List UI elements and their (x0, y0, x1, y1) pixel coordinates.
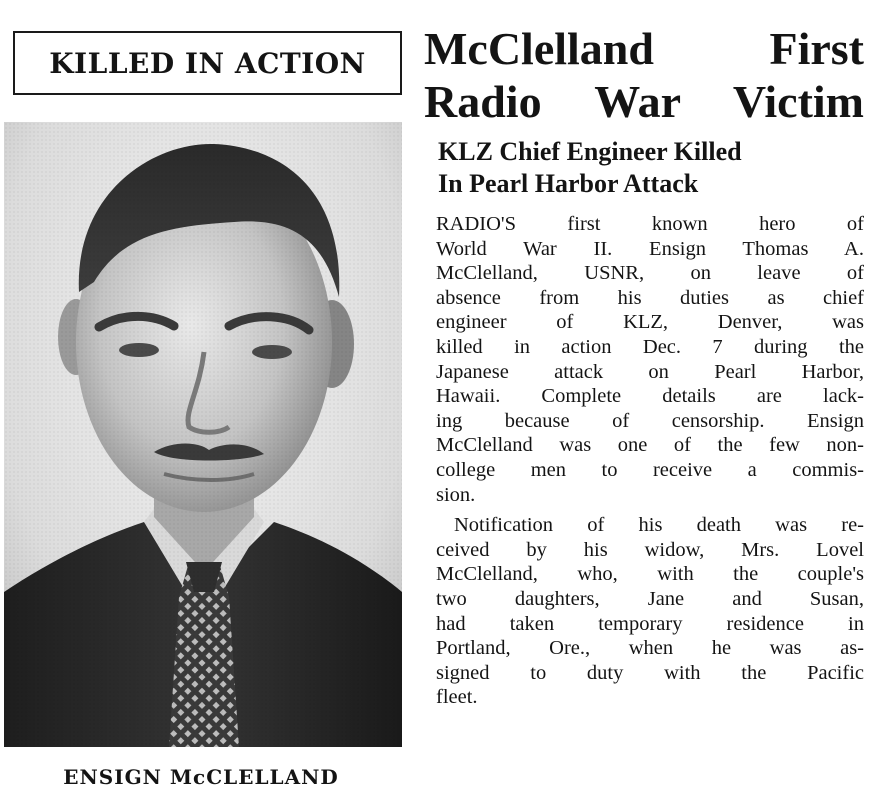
paragraph-2 (436, 513, 864, 710)
headline-line-2: Radio War Victim (424, 76, 864, 127)
paragraph-line: killed in action Dec. 7 during the (436, 335, 864, 358)
headline-line-1: McClelland First (424, 23, 864, 74)
paragraph-line: had taken temporary residence in (436, 612, 864, 635)
paragraph-1 (436, 212, 864, 507)
paragraph-line: McClelland was one of the few non- (436, 434, 864, 457)
article-body (436, 212, 864, 716)
paragraph-line: absence from his duties as chief (436, 286, 864, 309)
portrait-photo (4, 122, 402, 747)
paragraph-line: college men to receive a commis- (436, 458, 864, 481)
paragraph-line: ing because of censorship. Ensign (436, 409, 864, 432)
paragraph-line: fleet. (436, 686, 478, 709)
killed-in-action-label: KILLED IN ACTION (49, 46, 366, 80)
paragraph-line: two daughters, Jane and Susan, (436, 587, 864, 610)
subheadline-line-1: KLZ Chief Engineer Killed (438, 137, 742, 166)
paragraph-line: McClelland, who, with the couple's (436, 563, 864, 586)
paragraph-line: ceived by his widow, Mrs. Lovel (436, 538, 864, 561)
paragraph-line: sion. (436, 483, 476, 506)
photo-caption: ENSIGN McCLELLAND (63, 765, 339, 789)
subheadline-line-2: In Pearl Harbor Attack (438, 169, 699, 198)
headline (424, 22, 864, 128)
paragraph-line: Hawaii. Complete details are lack- (436, 385, 864, 408)
paragraph-line: Notification of his death was re- (454, 514, 864, 537)
paragraph-line: engineer of KLZ, Denver, was (436, 311, 864, 334)
paragraph-line: World War II. Ensign Thomas A. (436, 237, 864, 260)
portrait-photo-drawing (4, 122, 402, 747)
paragraph-line: McClelland, USNR, on leave of (436, 262, 864, 285)
killed-in-action-box (13, 31, 402, 95)
paragraph-line: signed to duty with the Pacific (436, 661, 864, 684)
paragraph-line: Japanese attack on Pearl Harbor, (436, 360, 864, 383)
subheadline (438, 136, 864, 200)
paragraph-line: RADIO'S first known hero of (436, 213, 864, 235)
paragraph-line: Portland, Ore., when he was as- (436, 637, 864, 660)
